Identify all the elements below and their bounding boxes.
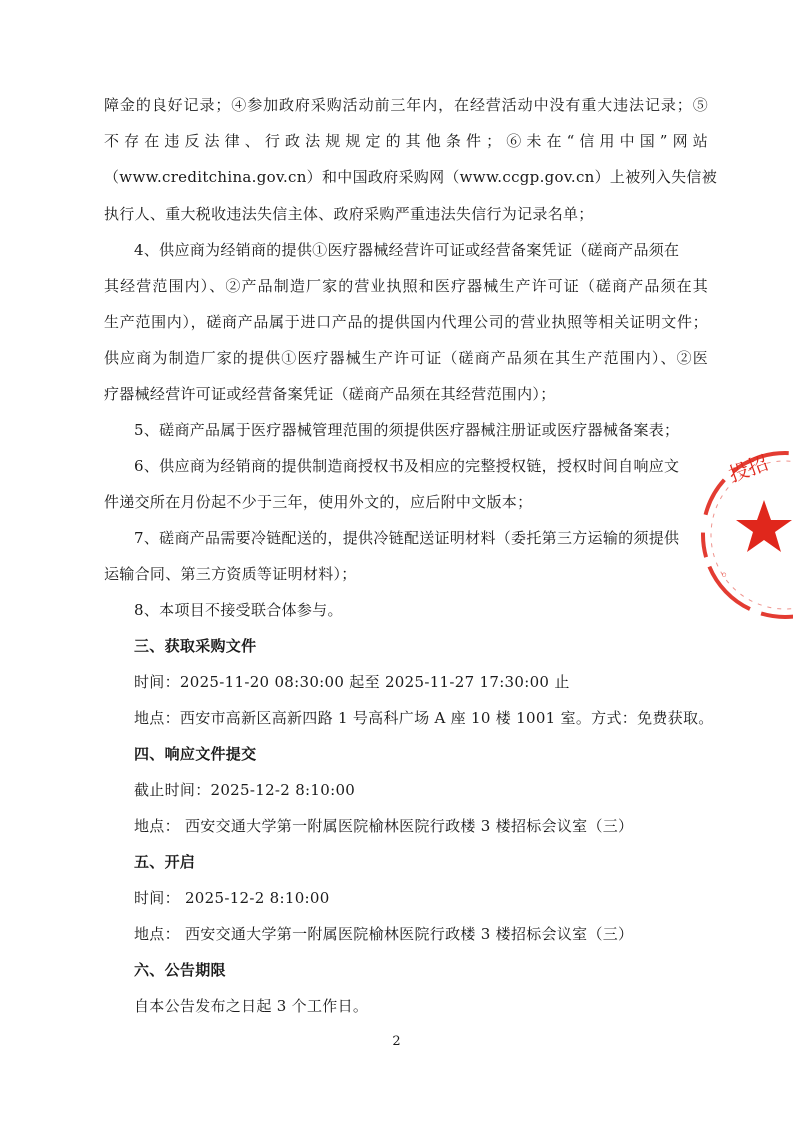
paragraph-line: 不存在违反法律、行政法规规定的其他条件；⑥未在“信用中国”网站 [104,132,708,150]
page-number: 2 [392,1034,401,1049]
paragraph-line: 7、磋商产品需要冷链配送的，提供冷链配送证明材料（委托第三方运输的须提供 [134,529,680,547]
paragraph-line: 8、本项目不接受联合体参与。 [134,601,343,619]
paragraph-line: 生产范围内），磋商产品属于进口产品的提供国内代理公司的营业执照等相关证明文件； [104,313,708,331]
section-text: 时间：2025-11-20 08:30:00 起至 2025-11-27 17:30:00 止 [134,673,570,691]
section-heading: 五、开启 [134,853,196,871]
section-heading: 六、公告期限 [134,961,226,979]
section-heading: 四、响应文件提交 [134,745,257,763]
paragraph-line: 疗器械经营许可证或经营备案凭证（磋商产品须在其经营范围内）； [104,385,556,403]
section-text: 地点：西安市高新区高新四路 1 号高科广场 A 座 10 楼 1001 室。方式：免费获取。 [134,709,714,727]
section-text: 时间： 2025-12-2 8:10:00 [134,889,330,907]
paragraph-line: 件递交所在月份起不少于三年，使用外文的，应后附中文版本； [104,493,533,511]
paragraph-line: 障金的良好记录；④参加政府采购活动前三年内，在经营活动中没有重大违法记录；⑤ [104,96,708,114]
seal-text: 投招 [725,450,772,487]
paragraph-line: 其经营范围内）、②产品制造厂家的营业执照和医疗器械生产许可证（磋商产品须在其 [104,277,708,295]
section-text: 地点： 西安交通大学第一附属医院榆林医院行政楼 3 楼招标会议室（三） [134,925,634,943]
svg-text:◦: ◦ [720,568,729,584]
official-seal [690,440,793,634]
paragraph-line: 供应商为制造厂家的提供①医疗器械生产许可证（磋商产品须在其生产范围内）、②医 [104,349,708,367]
star-icon [736,500,792,552]
section-text: 自本公告发布之日起 3 个工作日。 [134,997,369,1015]
paragraph-line: 运输合同、第三方资质等证明材料）； [104,565,357,583]
paragraph-line: 6、供应商为经销商的提供制造商授权书及相应的完整授权链，授权时间自响应文 [134,457,680,475]
section-text: 地点： 西安交通大学第一附属医院榆林医院行政楼 3 楼招标会议室（三） [134,817,634,835]
seal-graphic [690,440,793,630]
paragraph-line: 4、供应商为经销商的提供①医疗器械经营许可证或经营备案凭证（磋商产品须在 [134,241,680,259]
section-heading: 三、获取采购文件 [134,637,257,655]
paragraph-line: 5、磋商产品属于医疗器械管理范围的须提供医疗器械注册证或医疗器械备案表； [134,421,680,439]
section-text: 截止时间：2025-12-2 8:10:00 [134,781,356,799]
paragraph-line: （www.creditchina.gov.cn）和中国政府采购网（www.ccgp.gov.cn）上被列入失信被 [104,168,718,186]
paragraph-line: 执行人、重大税收违法失信主体、政府采购严重违法失信行为记录名单； [104,205,594,223]
